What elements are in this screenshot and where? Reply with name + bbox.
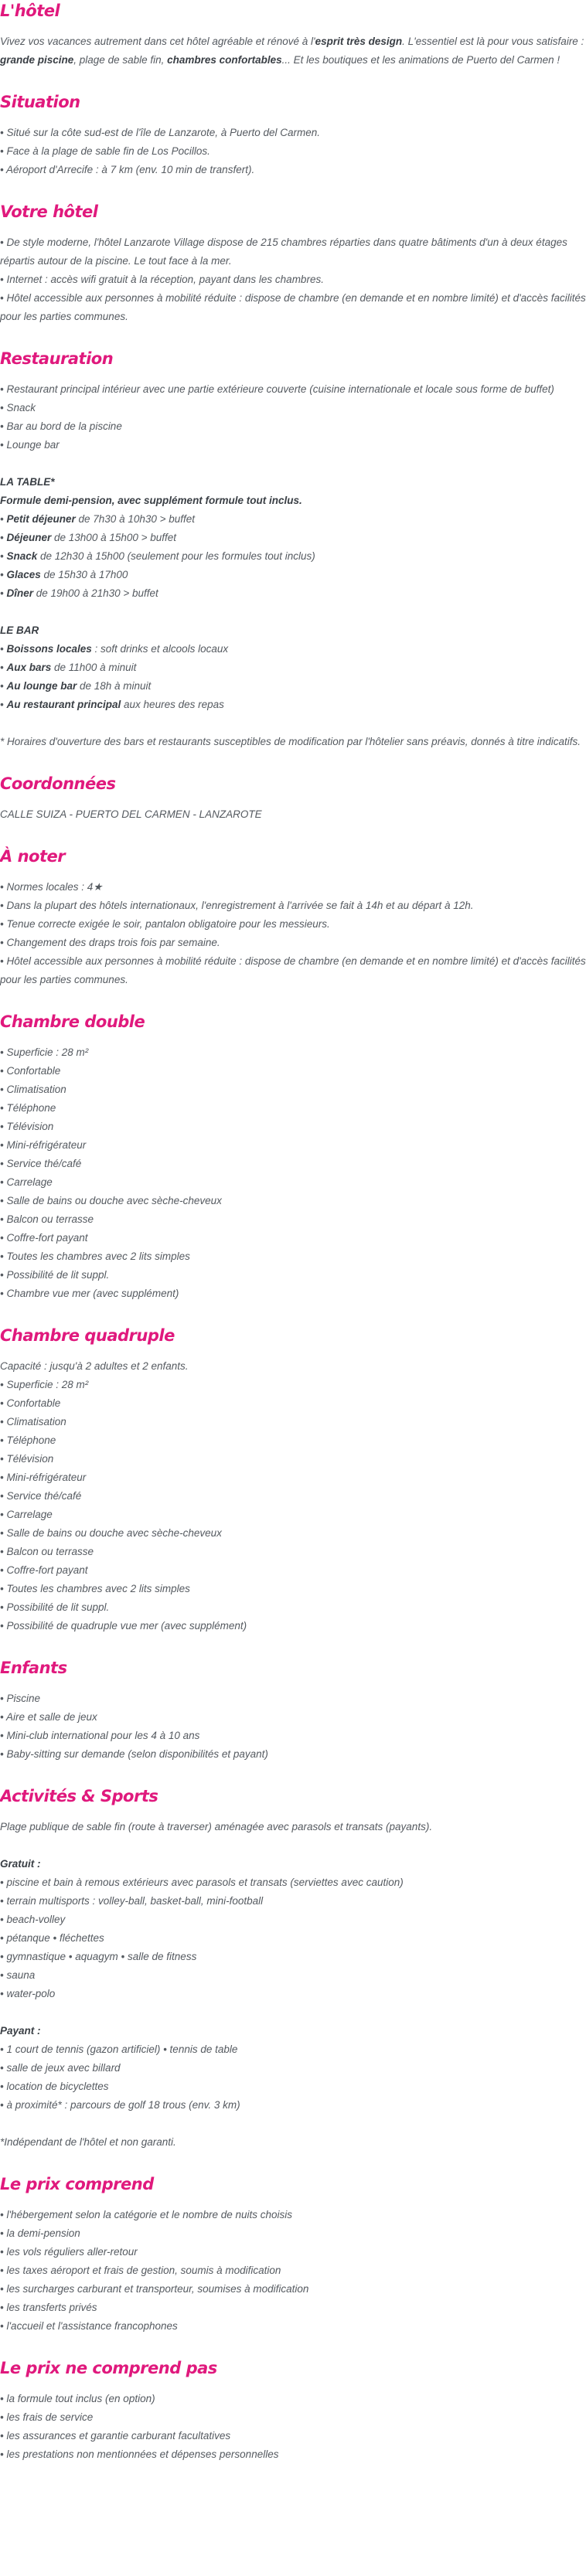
list-item: • l'hébergement selon la catégorie et le nombre de nuits choisis	[0, 2206, 586, 2224]
list-item: • la demi-pension	[0, 2224, 586, 2243]
activites-note: *Indépendant de l'hôtel et non garanti.	[0, 2136, 176, 2148]
a-noter-list	[0, 878, 586, 989]
intro-text: . L'essentiel est là pour vous satisfaire :	[402, 36, 584, 47]
list-item: • Internet : accès wifi gratuit à la réception, payant dans les chambres.	[0, 271, 586, 289]
situation-list	[0, 124, 586, 179]
list-item: • Coffre-fort payant	[0, 1561, 586, 1580]
payant-title: Payant :	[0, 2025, 41, 2037]
list-item: • Piscine	[0, 1690, 586, 1708]
list-item: • Toutes les chambres avec 2 lits simples	[0, 1247, 586, 1266]
list-item: • Bar au bord de la piscine	[0, 417, 586, 436]
list-item: • Baby-sitting sur demande (selon disponibilités et payant)	[0, 1745, 586, 1764]
list-item: • Confortable	[0, 1394, 586, 1413]
section-title: Restauration	[0, 349, 114, 368]
list-item-value: de 13h00 à 15h00 > buffet	[51, 532, 177, 543]
section-title: Le prix ne comprend pas	[0, 2359, 217, 2377]
intro-text: Vivez vos vacances autrement dans cet hôtel agréable et rénové à l'	[0, 36, 315, 47]
list-item: • Service thé/café	[0, 1487, 586, 1506]
list-item	[0, 584, 586, 603]
list-item	[0, 640, 586, 658]
list-item: • Lounge bar	[0, 436, 586, 454]
la-table-title: LA TABLE*	[0, 476, 55, 488]
list-item-label: Snack	[6, 550, 38, 562]
list-item: • Coffre-fort payant	[0, 1229, 586, 1247]
section-activites	[0, 1785, 586, 2152]
list-item-label: Déjeuner	[6, 532, 52, 543]
section-situation	[0, 91, 586, 179]
gratuit-list	[0, 1873, 586, 2003]
list-item: • Dans la plupart des hôtels internationaux, l'enregistrement à l'arrivée se fait à 14h et au départ à 12h.	[0, 897, 586, 915]
list-item: • Tenue correcte exigée le soir, pantalon obligatoire pour les messieurs.	[0, 915, 586, 934]
list-item: • Situé sur la côte sud-est de l'île de Lanzarote, à Puerto del Carmen.	[0, 124, 586, 142]
section-title: Activités & Sports	[0, 1787, 158, 1805]
list-item: • Téléphone	[0, 1431, 586, 1450]
section-title: Situation	[0, 93, 80, 111]
section-chambre-quadruple	[0, 1325, 586, 1635]
list-item: • Snack	[0, 399, 586, 417]
list-item: • Changement des draps trois fois par semaine.	[0, 934, 586, 952]
list-item-value: de 7h30 à 10h30 > buffet	[75, 513, 196, 525]
prix-comprend-list	[0, 2206, 586, 2336]
list-item: • l'accueil et l'assistance francophones	[0, 2317, 586, 2336]
list-item-label: Boissons locales	[6, 643, 92, 655]
list-item: • Confortable	[0, 1062, 586, 1080]
le-bar-title: LE BAR	[0, 624, 39, 636]
list-item: • piscine et bain à remous extérieurs avec parasols et transats (serviettes avec caution)	[0, 1873, 586, 1892]
list-item: • Possibilité de lit suppl.	[0, 1266, 586, 1285]
list-item: • les prestations non mentionnées et dépenses personnelles	[0, 2445, 586, 2464]
list-item: • Carrelage	[0, 1506, 586, 1524]
list-item: • Superficie : 28 m²	[0, 1376, 586, 1394]
list-item: • location de bicyclettes	[0, 2077, 586, 2096]
list-item: • Possibilité de lit suppl.	[0, 1598, 586, 1617]
intro-highlight: esprit très design	[315, 36, 403, 47]
bar-list	[0, 640, 586, 714]
section-title: L'hôtel	[0, 2, 60, 20]
list-item: • sauna	[0, 1966, 586, 1985]
list-item: • Restaurant principal intérieur avec une partie extérieure couverte (cuisine internationale et locale sous forme de buffet)	[0, 380, 586, 399]
list-item-label: Dîner	[6, 587, 33, 599]
section-restauration	[0, 348, 586, 751]
list-item: • Mini-club international pour les 4 à 10 ans	[0, 1727, 586, 1745]
hotel-intro	[0, 32, 586, 70]
chambre-double-list	[0, 1043, 586, 1303]
list-item: • Mini-réfrigérateur	[0, 1136, 586, 1155]
list-item-label: Petit déjeuner	[6, 513, 76, 525]
list-item: • la formule tout inclus (en option)	[0, 2390, 586, 2408]
prix-ne-comprend-list	[0, 2390, 586, 2464]
section-title: Chambre quadruple	[0, 1326, 175, 1345]
list-item: • Carrelage	[0, 1173, 586, 1192]
section-title: À noter	[0, 847, 66, 866]
list-item	[0, 677, 586, 696]
list-item: • Salle de bains ou douche avec sèche-cheveux	[0, 1524, 586, 1543]
list-item: • les taxes aéroport et frais de gestion, soumis à modification	[0, 2261, 586, 2280]
section-title: Chambre double	[0, 1012, 145, 1031]
list-item: • à proximité* : parcours de golf 18 trous (env. 3 km)	[0, 2096, 586, 2115]
list-item: • Service thé/café	[0, 1155, 586, 1173]
list-item: • Possibilité de quadruple vue mer (avec supplément)	[0, 1617, 586, 1635]
list-item: • les assurances et garantie carburant facultatives	[0, 2427, 586, 2445]
section-coordonnees	[0, 773, 586, 824]
list-item: • 1 court de tennis (gazon artificiel) • tennis de table	[0, 2040, 586, 2059]
list-item	[0, 566, 586, 584]
list-item-label: Au lounge bar	[6, 680, 77, 692]
payant-list	[0, 2040, 586, 2115]
section-title: Enfants	[0, 1659, 67, 1677]
restauration-list	[0, 380, 586, 454]
list-item: • Climatisation	[0, 1080, 586, 1099]
list-item: • pétanque • fléchettes	[0, 1929, 586, 1948]
list-item: • Balcon ou terrasse	[0, 1543, 586, 1561]
list-item-value: aux heures des repas	[121, 699, 224, 710]
section-a-noter	[0, 846, 586, 989]
restauration-note: * Horaires d'ouverture des bars et restaurants susceptibles de modification par l'hôtelier sans préavis, donnés à titre indicatifs.	[0, 736, 581, 747]
enfants-list	[0, 1690, 586, 1764]
section-hotel	[0, 0, 586, 70]
list-item	[0, 547, 586, 566]
meal-times-list	[0, 510, 586, 603]
list-item: • beach-volley	[0, 1911, 586, 1929]
list-item: • Hôtel accessible aux personnes à mobilité réduite : dispose de chambre (en demande et en nombre limité) et d'accès facilités pour les parties communes.	[0, 289, 586, 326]
list-item-value: de 18h à minuit	[77, 680, 152, 692]
list-item-value: : soft drinks et alcools locaux	[91, 643, 229, 655]
list-item-value: de 12h30 à 15h00 (seulement pour les formules tout inclus)	[37, 550, 315, 562]
list-item-label: Aux bars	[6, 662, 52, 673]
list-item	[0, 696, 586, 714]
votre-hotel-list	[0, 233, 586, 326]
list-item-value: de 19h00 à 21h30 > buffet	[33, 587, 158, 599]
list-item-value: de 15h30 à 17h00	[40, 569, 128, 580]
list-item: • Chambre vue mer (avec supplément)	[0, 1285, 586, 1303]
list-item: • Aéroport d'Arrecife : à 7 km (env. 10 min de transfert).	[0, 161, 586, 179]
hotel-address: CALLE SUIZA - PUERTO DEL CARMEN - LANZAROTE	[0, 808, 262, 820]
list-item: • Télévision	[0, 1118, 586, 1136]
la-table-subtitle: Formule demi-pension, avec supplément formule tout inclus.	[0, 495, 302, 506]
section-title: Coordonnées	[0, 774, 116, 793]
list-item: • water-polo	[0, 1985, 586, 2003]
list-item: • Aire et salle de jeux	[0, 1708, 586, 1727]
list-item: • salle de jeux avec billard	[0, 2059, 586, 2077]
intro-text: , plage de sable fin,	[73, 54, 168, 66]
list-item: • Toutes les chambres avec 2 lits simples	[0, 1580, 586, 1598]
list-item-label: Glaces	[6, 569, 41, 580]
intro-highlight: chambres confortables	[167, 54, 282, 66]
section-prix-comprend	[0, 2173, 586, 2336]
list-item	[0, 658, 586, 677]
list-item: • les surcharges carburant et transporteur, soumises à modification	[0, 2280, 586, 2299]
list-item: • les transferts privés	[0, 2299, 586, 2317]
section-chambre-double	[0, 1011, 586, 1303]
intro-text: ... Et les boutiques et les animations de Puerto del Carmen !	[281, 54, 560, 66]
list-item: • Télévision	[0, 1450, 586, 1468]
list-item-label: Au restaurant principal	[6, 699, 121, 710]
list-item: • Mini-réfrigérateur	[0, 1468, 586, 1487]
list-item-value: de 11h00 à minuit	[51, 662, 137, 673]
capacity-text: Capacité : jusqu'à 2 adultes et 2 enfants.	[0, 1360, 189, 1372]
list-item: • Normes locales : 4★	[0, 878, 586, 897]
list-item: • Téléphone	[0, 1099, 586, 1118]
list-item: • Balcon ou terrasse	[0, 1210, 586, 1229]
list-item: • terrain multisports : volley-ball, basket-ball, mini-football	[0, 1892, 586, 1911]
list-item: • les frais de service	[0, 2408, 586, 2427]
section-enfants	[0, 1657, 586, 1764]
list-item	[0, 529, 586, 547]
intro-highlight: grande piscine	[0, 54, 74, 66]
list-item: • Face à la plage de sable fin de Los Pocillos.	[0, 142, 586, 161]
list-item: • les vols réguliers aller-retour	[0, 2243, 586, 2261]
list-item: • De style moderne, l'hôtel Lanzarote Village dispose de 215 chambres réparties dans quatre bâtiments d'un à deux étages répartis autour de la piscine. Le tout face à la mer.	[0, 233, 586, 271]
activites-intro: Plage publique de sable fin (route à traverser) aménagée avec parasols et transats (payants).	[0, 1821, 433, 1832]
gratuit-title: Gratuit :	[0, 1858, 41, 1870]
list-item	[0, 510, 586, 529]
list-item: • Superficie : 28 m²	[0, 1043, 586, 1062]
section-title: Le prix comprend	[0, 2175, 154, 2193]
section-votre-hotel	[0, 201, 586, 326]
section-title: Votre hôtel	[0, 202, 98, 221]
list-item: • Hôtel accessible aux personnes à mobilité réduite : dispose de chambre (en demande et en nombre limité) et d'accès facilités pour les parties communes.	[0, 952, 586, 989]
list-item: • Climatisation	[0, 1413, 586, 1431]
list-item: • gymnastique • aquagym • salle de fitness	[0, 1948, 586, 1966]
chambre-quadruple-list	[0, 1376, 586, 1635]
section-prix-ne-comprend	[0, 2357, 586, 2464]
list-item: • Salle de bains ou douche avec sèche-cheveux	[0, 1192, 586, 1210]
